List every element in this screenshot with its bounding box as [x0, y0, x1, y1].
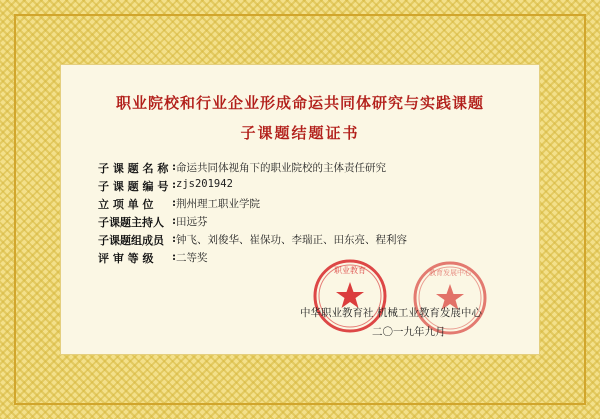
field-colon: :	[172, 214, 177, 227]
certificate-subtitle: 子课题结题证书	[240, 124, 360, 142]
issue-date: 二〇一九年九月	[372, 326, 446, 338]
field-colon: :	[172, 178, 177, 191]
field-value: 荆州理工职业学院	[176, 198, 260, 210]
field-label: 子 课 题 名 称	[98, 162, 169, 175]
svg-text:教育发展中心: 教育发展中心	[429, 269, 471, 277]
field-label: 子课题主持人	[98, 216, 164, 229]
certificate-title: 职业院校和行业企业形成命运共同体研究与实践课题	[115, 94, 484, 112]
field-colon: :	[172, 196, 177, 209]
field-value: 钟飞、刘俊华、崔保功、李瑞正、田东亮、程利容	[176, 234, 407, 246]
field-value: 田远芬	[176, 216, 208, 228]
issuer: 中华职业教育社 机械工业教育发展中心	[300, 307, 482, 319]
field-value: 二等奖	[176, 252, 208, 264]
field-colon: :	[172, 250, 177, 263]
field-label: 子 课 题 编 号	[98, 180, 169, 193]
field-value: zjs201942	[176, 178, 233, 190]
zhonghua-seal-icon	[312, 258, 388, 334]
field-label: 评 审 等 级	[98, 252, 154, 265]
field-colon: :	[172, 232, 177, 245]
svg-text:职业教育: 职业教育	[334, 266, 366, 275]
field-label: 立 项 单 位	[98, 198, 154, 211]
field-label: 子课题组成员	[98, 234, 164, 247]
field-value: 命运共同体视角下的职业院校的主体责任研究	[176, 162, 386, 174]
field-colon: :	[172, 160, 177, 173]
